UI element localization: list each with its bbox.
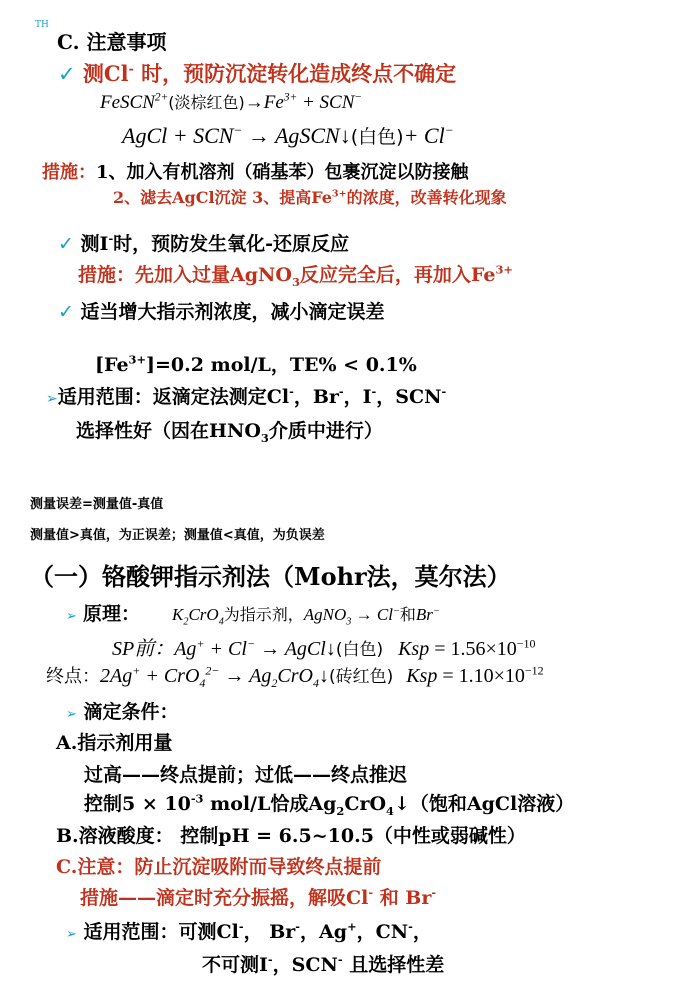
- condition-c: C.注意：防止沉淀吸附而导致终点提前: [56, 856, 382, 878]
- note-1: 测量误差=测量值-真值: [30, 497, 164, 512]
- section-c-title: C. 注意事项: [57, 30, 167, 54]
- titration-conditions: ➢ 滴定条件：: [66, 701, 179, 723]
- check-icon: ✓: [58, 301, 74, 323]
- condition-b: B.溶液酸度： 控制pH = 6.5~10.5（中性或弱碱性）: [56, 825, 526, 847]
- arrow-bullet-icon: ➢: [66, 609, 77, 624]
- selectivity-line: 选择性好（因在$HNO_3$介质中进行）: [76, 420, 383, 445]
- mohr-heading: （一）铬酸钾指示剂法（Mohr法，莫尔法）: [30, 562, 511, 591]
- arrow-bullet-icon: ➢: [66, 707, 77, 722]
- note-2: 测量值>真值，为正误差；测量值<真值，为负误差: [30, 528, 325, 543]
- measure-2: 2、滤去AgCl沉淀 3、提高$Fe^{3+}$的浓度，改善转化现象: [113, 188, 507, 207]
- header-mark: TH: [35, 20, 49, 30]
- scope-line: ➢适用范围：返滴定法测定Cl-，Br-，I-，SCN-: [46, 384, 447, 408]
- mohr-scope-1: ➢ 适用范围：可测Cl-， Br-，Ag+，CN-，: [66, 919, 432, 943]
- measure-1: 措施：1、加入有机溶剂（硝基苯）包裹沉淀以防接触: [42, 162, 469, 183]
- equation-endpoint: 终点：$2Ag^+ + CrO_4^{2-} \to Ag_2CrO_4↓$(砖红色) Ksp = $1.10\times 10^{-12}$: [46, 663, 544, 690]
- bullet-indicator: ✓ 适当增大指示剂浓度，减小滴定误差: [58, 301, 385, 323]
- arrow-bullet-icon: ➢: [46, 391, 58, 407]
- equation-sp: SP前：Ag+ + Cl− → AgCl↓(白色) Ksp = $1.56\times 10^{-10}$: [112, 636, 536, 660]
- equation-2: AgCl + SCN− → AgSCN↓(白色)+ Cl−: [122, 122, 454, 148]
- bullet-test-i: ✓ 测I-时，预防发生氧化-还原反应: [58, 231, 350, 255]
- condition-a-title: A.指示剂用量: [56, 732, 173, 754]
- mohr-scope-2: 不可测I-，SCN- 且选择性差: [202, 952, 445, 976]
- measure-3: 措施：先加入过量AgNO$_3$反应完全后，再加入$Fe^{3+}$: [78, 262, 513, 289]
- equation-1: FeSCN$^{2+}$(淡棕红色)$\to Fe^{3+} + SCN^-$: [100, 91, 363, 113]
- fe-concentration: $[Fe^{3+}]=0.2$ mol/L，TE% < 0.1%: [95, 352, 417, 376]
- condition-a-1: 过高——终点提前；过低——终点推迟: [84, 764, 408, 786]
- condition-a-2: 控制$5 \times 10^{-3}$ mol/L恰成$Ag_2CrO_4↓$（饱和AgCl溶液）: [84, 791, 575, 818]
- condition-c-measure: 措施——滴定时充分振摇，解吸Cl- 和 Br-: [80, 885, 437, 909]
- check-icon: ✓: [58, 233, 74, 255]
- arrow-bullet-icon: ➢: [66, 927, 77, 942]
- principle-line: ➢ 原理： $K_2CrO_4$为指示剂，AgNO$_3$ → Cl−和Br−: [66, 603, 440, 628]
- bullet-test-cl: ✓ 测Cl- 时，预防沉淀转化造成终点不确定: [58, 61, 457, 86]
- check-icon: ✓: [58, 62, 76, 86]
